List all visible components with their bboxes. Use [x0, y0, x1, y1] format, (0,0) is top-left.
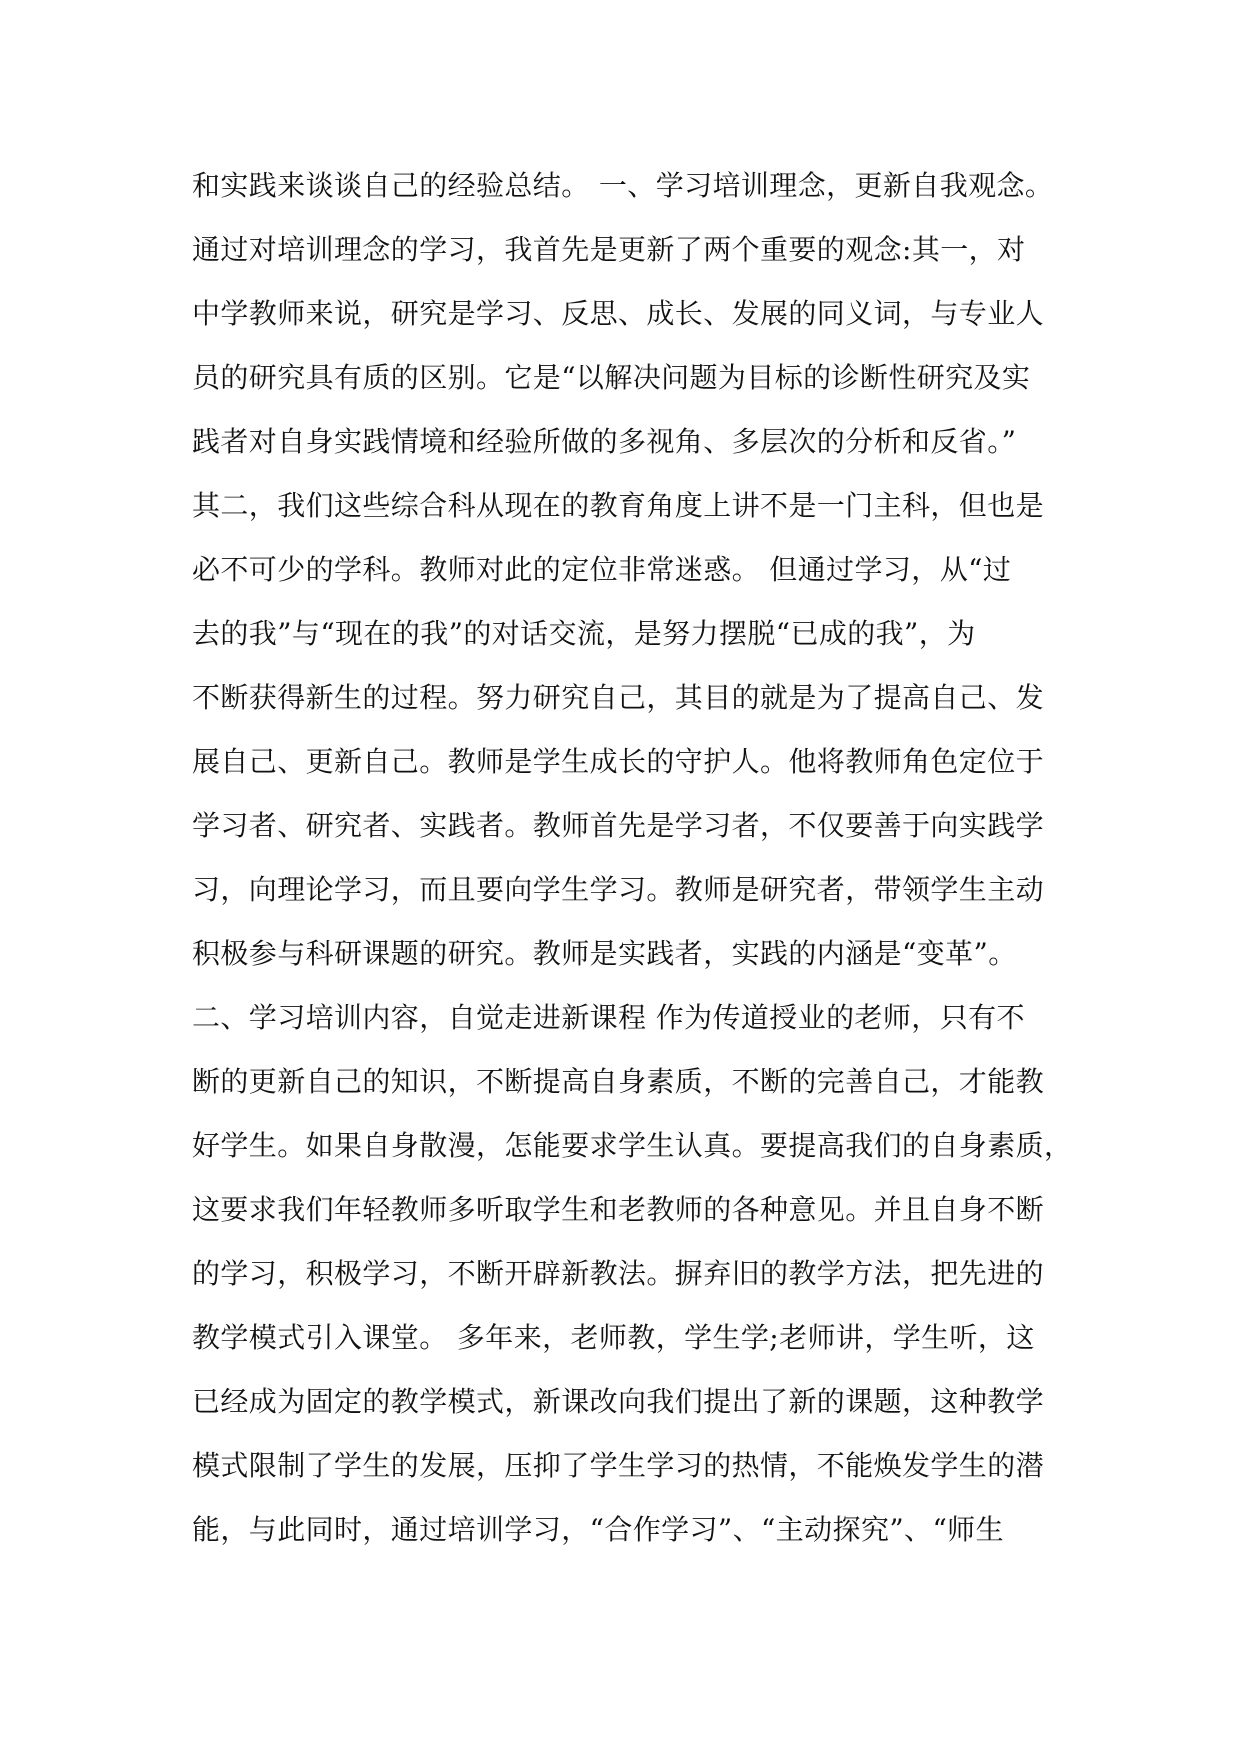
text-line: 积极参与科研课题的研究。教师是实践者，实践的内涵是“变革”。 — [192, 937, 1017, 970]
text-line: 其二，我们这些综合科从现在的教育角度上讲不是一门主科，但也是 — [192, 489, 1045, 522]
text-line: 学习者、研究者、实践者。教师首先是学习者，不仅要善于向实践学 — [192, 809, 1045, 842]
text-line: 展自己、更新自己。教师是学生成长的守护人。他将教师角色定位于 — [192, 745, 1045, 778]
text-line: 通过对培训理念的学习，我首先是更新了两个重要的观念:其一，对 — [192, 233, 1026, 266]
text-line: 员的研究具有质的区别。它是“以解决问题为目标的诊断性研究及实 — [192, 361, 1031, 394]
text-line: 和实践来谈谈自己的经验总结。 一、学习培训理念，更新自我观念。 — [192, 169, 1054, 202]
text-line: 断的更新自己的知识，不断提高自身素质，不断的完善自己，才能教 — [192, 1065, 1045, 1098]
text-line: 不断获得新生的过程。努力研究自己，其目的就是为了提高自己、发 — [192, 681, 1045, 714]
text-line: 的学习，积极学习，不断开辟新教法。摒弃旧的教学方法，把先进的 — [192, 1257, 1045, 1290]
text-line: 必不可少的学科。教师对此的定位非常迷惑。 但通过学习，从“过 — [192, 553, 1012, 586]
text-line: 去的我”与“现在的我”的对话交流，是努力摆脱“已成的我”，为 — [192, 617, 976, 650]
text-line: 这要求我们年轻教师多听取学生和老教师的各种意见。并且自身不断 — [192, 1193, 1045, 1226]
body-text — [192, 154, 1072, 1562]
text-line: 中学教师来说，研究是学习、反思、成长、发展的同义词，与专业人 — [192, 297, 1045, 330]
text-line: 二、学习培训内容，自觉走进新课程 作为传道授业的老师，只有不 — [192, 1001, 1025, 1034]
text-line: 能，与此同时，通过培训学习，“合作学习”、“主动探究”、“师生 — [192, 1513, 1004, 1546]
text-line: 践者对自身实践情境和经验所做的多视角、多层次的分析和反省。” — [192, 425, 1017, 458]
text-line: 习，向理论学习，而且要向学生学习。教师是研究者，带领学生主动 — [192, 873, 1045, 906]
text-line: 教学模式引入课堂。 多年来，老师教，学生学;老师讲，学生听，这 — [192, 1321, 1035, 1354]
text-line: 好学生。如果自身散漫，怎能要求学生认真。要提高我们的自身素质， — [192, 1129, 1073, 1162]
text-line: 已经成为固定的教学模式，新课改向我们提出了新的课题，这种教学 — [192, 1385, 1045, 1418]
text-line: 模式限制了学生的发展，压抑了学生学习的热情，不能焕发学生的潜 — [192, 1449, 1045, 1482]
